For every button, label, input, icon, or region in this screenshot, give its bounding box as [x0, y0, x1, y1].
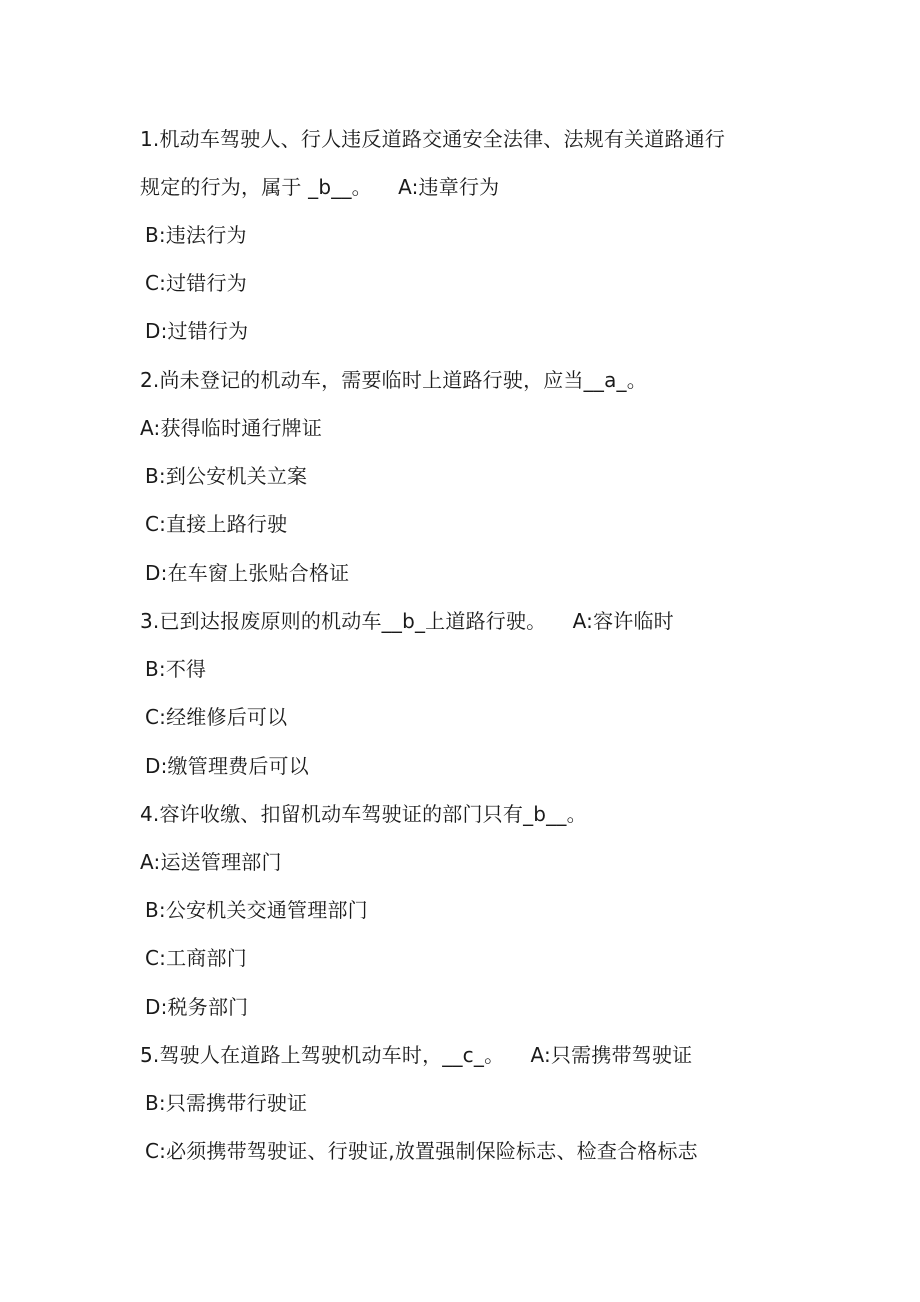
- q2-option-d: D:在车窗上张贴合格证: [145, 561, 350, 585]
- q4-option-d: D:税务部门: [145, 995, 249, 1019]
- q4-option-a: A:运送管理部门: [140, 850, 282, 874]
- q3-option-c: C:经维修后可以: [145, 705, 288, 729]
- q4-option-b: B:公安机关交通管理部门: [145, 898, 368, 922]
- q3-option-d: D:缴管理费后可以: [145, 754, 309, 778]
- q1-option-b: B:违法行为: [145, 223, 247, 247]
- q4-text: 4.容许收缴、扣留机动车驾驶证的部门只有_b__。: [140, 802, 587, 826]
- q2-text: 2.尚未登记的机动车，需要临时上道路行驶，应当__a_。: [140, 368, 647, 392]
- q2-option-c: C:直接上路行驶: [145, 512, 288, 536]
- q2-option-a: A:获得临时通行牌证: [140, 416, 323, 440]
- q1-option-d: D:过错行为: [145, 319, 249, 343]
- q3-option-b: B:不得: [145, 657, 207, 681]
- q4-option-c: C:工商部门: [145, 946, 247, 970]
- q1-text-line1: 1.机动车驾驶人、行人违反道路交通安全法律、法规有关道路通行: [140, 127, 726, 151]
- q1-option-c: C:过错行为: [145, 271, 247, 295]
- q1-text-line2: 规定的行为，属于 _b__。 A:违章行为: [140, 175, 500, 199]
- q5-option-c: C:必须携带驾驶证、行驶证,放置强制保险标志、检查合格标志: [145, 1139, 698, 1163]
- q5-text: 5.驾驶人在道路上驾驶机动车时，__c_。 A:只需携带驾驶证: [140, 1043, 693, 1067]
- q5-option-b: B:只需携带行驶证: [145, 1091, 308, 1115]
- q2-option-b: B:到公安机关立案: [145, 464, 308, 488]
- q3-text: 3.已到达报废原则的机动车__b_上道路行驶。 A:容许临时: [140, 609, 674, 633]
